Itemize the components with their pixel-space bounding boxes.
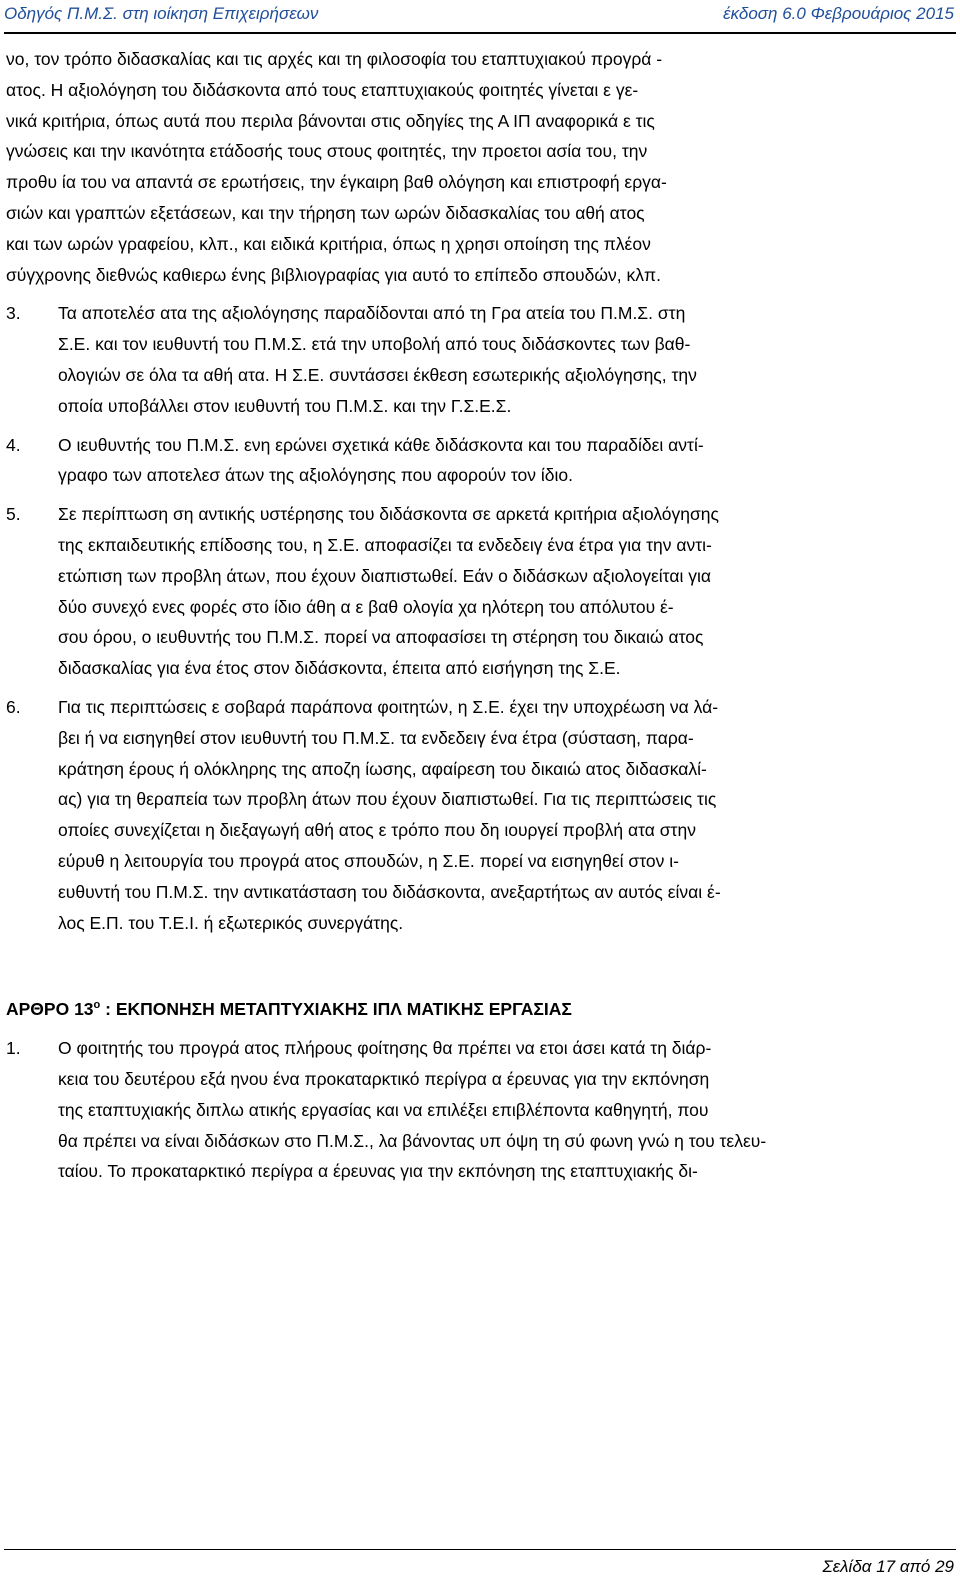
article-item-1 [6, 1033, 952, 1187]
text-line: σιών και γραπτών εξετάσεων, και την τήρηση των ωρών διδασκαλίας του αθή ατος [6, 202, 645, 223]
text-line: κράτηση έρους ή ολόκληρης της αποζη ίωσης, αφαίρεση του δικαιώ ατος διδασκαλί- [58, 758, 707, 779]
text-line: οποία υποβάλλει στον ιευθυντή του Π.Μ.Σ. και την Γ.Σ.Ε.Σ. [58, 395, 512, 416]
numbered-item-6 [6, 692, 952, 938]
article-heading-title: : ΕΚΠΟΝΗΣΗ ΜΕΤΑΠΤΥΧΙΑΚΗΣ ΙΠΛ ΜΑΤΙΚΗΣ ΕΡΓΑΣΙΑΣ [100, 999, 572, 1020]
paragraph-continuation [6, 44, 952, 290]
text-line: οποίες συνεχίζεται η διεξαγωγή αθή ατος ε τρόπο που δη ιουργεί προβλή ατα στην [58, 820, 696, 841]
text-line: θα πρέπει να είναι διδάσκων στο Π.Μ.Σ., λα βάνοντας υπ όψη τη σύ φωνη γνώ η του τελευ- [58, 1130, 767, 1151]
text-line: γνώσεις και την ικανότητα ετάδοσής τους στους φοιτητές, την προετοι ασία του, την [6, 141, 648, 162]
text-line: ταίου. Το προκαταρκτικό περίγρα α έρευνας για την εκπόνηση της εταπτυχιακής δι- [58, 1161, 698, 1182]
text-line: νο, τον τρόπο διδασκαλίας και τις αρχές και τη φιλοσοφία του εταπτυχιακού προγρά - [6, 49, 663, 69]
header-document-title: Οδηγός Π.Μ.Σ. στη ιοίκηση Επιχειρήσεων [4, 4, 319, 23]
text-line: ευθυντή του Π.Μ.Σ. την αντικατάσταση του διδάσκοντα, ανεξαρτήτως αν αυτός είναι έ- [58, 881, 721, 902]
page-body [6, 44, 952, 1187]
page-header [0, 0, 960, 28]
text-line: γραφο των αποτελεσ άτων της αξιολόγησης που αφορούν τον ίδιο. [58, 465, 574, 486]
item-number: 6. [6, 696, 21, 717]
item-number: 1. [6, 1038, 21, 1059]
text-line: εύρυθ η λειτουργία του προγρά ατος σπουδών, η Σ.Ε. πορεί να εισηγηθεί στον ι- [58, 850, 679, 871]
item-number: 5. [6, 504, 21, 525]
page-number: Σελίδα 17 από 29 [822, 1557, 954, 1576]
text-line: σύγχρονης διεθνώς καθιερω ένης βιβλιογραφίας για αυτό το επίπεδο σπουδών, κλπ. [6, 264, 661, 285]
text-line: κεια του δευτέρου εξά ηνου ένα προκαταρκτικό περίγρα α έρευνας για την εκπόνηση [58, 1068, 710, 1089]
footer-divider [4, 1549, 956, 1550]
article-heading [6, 994, 952, 1025]
text-line: Σε περίπτωση ση αντικής υστέρησης του διδάσκοντα σε αρκετά κριτήρια αξιολόγησης [58, 504, 719, 525]
text-line: της εκπαιδευτικής επίδοσης του, η Σ.Ε. αποφασίζει τα ενδεδειγ ένα έτρα για την αντι- [58, 534, 712, 555]
text-line: ας) για τη θεραπεία των προβλη άτων που έχουν διαπιστωθεί. Για τις περιπτώσεις τις [58, 789, 717, 810]
text-line: προθυ ία του να απαντά σε ερωτήσεις, την έγκαιρη βαθ ολόγηση και επιστροφή εργα- [6, 172, 667, 193]
text-line: λος Ε.Π. του Τ.Ε.Ι. ή εξωτερικός συνεργάτης. [58, 912, 404, 933]
header-edition: έκδοση 6.0 Φεβρουάριος 2015 [723, 4, 954, 23]
text-line: Για τις περιπτώσεις ε σοβαρά παράπονα φοιτητών, η Σ.Ε. έχει την υποχρέωση να λά- [58, 696, 719, 717]
item-number: 3. [6, 303, 21, 324]
text-line: διδασκαλίας για ένα έτος στον διδάσκοντα, έπειτα από εισήγηση της Σ.Ε. [58, 658, 621, 679]
text-line: βει ή να εισηγηθεί στον ιευθυντή του Π.Μ.Σ. τα ενδεδειγ ένα έτρα (σύσταση, παρα- [58, 727, 694, 748]
text-line: Σ.Ε. και τον ιευθυντή του Π.Μ.Σ. ετά την υποβολή από τους διδάσκοντες των βαθ- [58, 334, 691, 355]
text-line: ολογιών σε όλα τα αθή ατα. Η Σ.Ε. συντάσσει έκθεση εσωτερικής αξιολόγησης, την [58, 364, 697, 385]
header-divider [4, 32, 956, 34]
text-line: Ο φοιτητής του προγρά ατος πλήρους φοίτησης θα πρέπει να ετοι άσει κατά τη διάρ- [58, 1038, 712, 1059]
text-line: και των ωρών γραφείου, κλπ., και ειδικά κριτήρια, όπως η χρησι οποίηση της πλέον [6, 233, 651, 254]
article-heading-prefix: ΑΡΘΡΟ 13 [6, 999, 94, 1020]
article-heading-superscript: ο [93, 999, 101, 1012]
text-line: Ο ιευθυντής του Π.Μ.Σ. ενη ερώνει σχετικά κάθε διδάσκοντα και του παραδίδει αντί- [58, 434, 704, 455]
text-line: νικά κριτήρια, όπως αυτά που περιλα βάνονται στις οδηγίες της Α ΙΠ αναφορικά ε τις [6, 110, 655, 131]
numbered-item-4 [6, 430, 952, 492]
item-number: 4. [6, 434, 21, 455]
text-line: δύο συνεχό ενες φορές στο ίδιο άθη α ε βαθ ολογία χα ηλότερη του απόλυτου έ- [58, 596, 674, 617]
text-line: σου όρου, ο ιευθυντής του Π.Μ.Σ. πορεί να αποφασίσει τη στέρηση του δικαιώ ατος [58, 627, 704, 648]
text-line: της εταπτυχιακής διπλω ατικής εργασίας και να επιλέξει επιβλέποντα καθηγητή, που [58, 1099, 709, 1120]
text-line: ατος. Η αξιολόγηση του διδάσκοντα από τους εταπτυχιακούς φοιτητές γίνεται ε γε- [6, 79, 639, 100]
numbered-item-5 [6, 499, 952, 684]
numbered-item-3 [6, 298, 952, 421]
text-line: ετώπιση των προβλη άτων, που έχουν διαπιστωθεί. Εάν ο διδάσκων αξιολογείται για [58, 565, 711, 586]
text-line: Τα αποτελέσ ατα της αξιολόγησης παραδίδονται από τη Γρα ατεία του Π.Μ.Σ. στη [58, 303, 686, 324]
